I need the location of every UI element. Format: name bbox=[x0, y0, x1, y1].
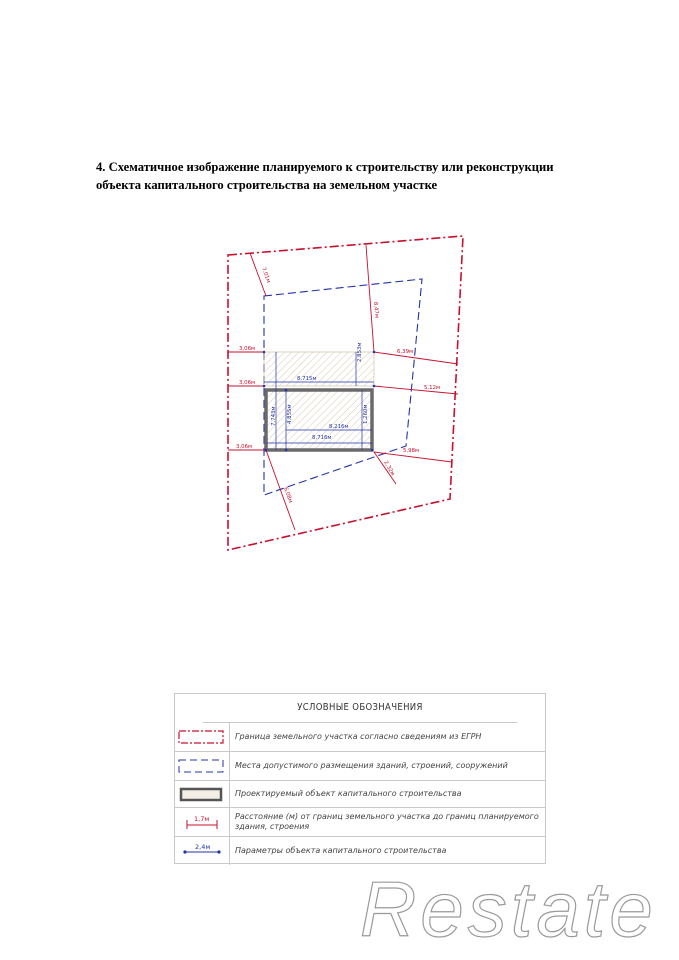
legend-symbol-label: 2,4м bbox=[195, 843, 211, 851]
dim-label-d3: 3,06м bbox=[239, 346, 256, 352]
dim-line-right-2 bbox=[374, 386, 458, 394]
legend-text: Расстояние (м) от границ земельного участка до границ планируемого здания, строения bbox=[235, 812, 539, 831]
dim-label-d8: 5,12м bbox=[424, 385, 441, 391]
dim-label-d16: 2,32м bbox=[382, 460, 396, 477]
red-dim-arrow-icon bbox=[175, 808, 230, 836]
dim-line-right-1 bbox=[374, 352, 458, 364]
restate-watermark-logo bbox=[360, 858, 679, 960]
dim-label-d12: 1,260м bbox=[363, 404, 369, 424]
legend-symbol-label: 1,7м bbox=[194, 815, 210, 823]
dim-label-d10: 4,855м bbox=[287, 404, 293, 424]
legend-text: Параметры объекта капитального строительства bbox=[235, 846, 447, 855]
grey-thick-rect-icon bbox=[175, 781, 230, 807]
legend-text: Проектируемый объект капитального строительства bbox=[235, 789, 462, 798]
dim-line-top-right bbox=[366, 245, 374, 352]
blue-dashed-rect-icon bbox=[175, 752, 230, 780]
watermark-text: Restate bbox=[360, 865, 657, 953]
dim-label-d14: 3,06м bbox=[236, 444, 253, 450]
dim-label-d11: 8,216м bbox=[329, 424, 349, 430]
dim-label-d17: 6,08м bbox=[282, 486, 294, 504]
legend-text: Места допустимого размещения зданий, строений, сооружений bbox=[235, 761, 508, 770]
dim-label-d7: 2,853м bbox=[357, 342, 363, 362]
legend-row-plot-boundary bbox=[175, 723, 545, 752]
dim-label-d15: 5,98м bbox=[403, 448, 420, 454]
legend-title: УСЛОВНЫЕ ОБОЗНАЧЕНИЯ bbox=[203, 694, 518, 723]
allowed-zone-boundary bbox=[264, 279, 422, 495]
dim-label-d9: 7,743м bbox=[271, 406, 277, 426]
legend-row-distance bbox=[175, 808, 545, 837]
legend-text: Граница земельного участка согласно сведениям из ЕГРН bbox=[235, 732, 482, 741]
dim-label-d6: 8,715м bbox=[297, 376, 317, 382]
legend-table bbox=[174, 693, 546, 864]
dim-label-d13: 8,716м bbox=[312, 435, 332, 441]
dim-line-bottom-left bbox=[266, 450, 295, 530]
dim-label-d4: 6,39м bbox=[397, 349, 414, 355]
heading-line-2: объекта капитального строительства на земельном участке bbox=[96, 178, 438, 192]
dim-label-d2: 8,47м bbox=[372, 301, 380, 319]
legend-row-designed-object bbox=[175, 781, 545, 808]
dim-label-d1: 7,01м bbox=[260, 266, 272, 284]
heading-line-1: 4. Схематичное изображение планируемого к строительству или реконструкции bbox=[96, 160, 554, 174]
designed-object bbox=[266, 390, 372, 450]
red-dashdot-rect-icon bbox=[175, 723, 230, 751]
blue-dim-arrow-icon bbox=[175, 837, 230, 865]
dim-label-d5: 3,06м bbox=[239, 380, 256, 386]
legend-row-allowed-zone bbox=[175, 752, 545, 781]
